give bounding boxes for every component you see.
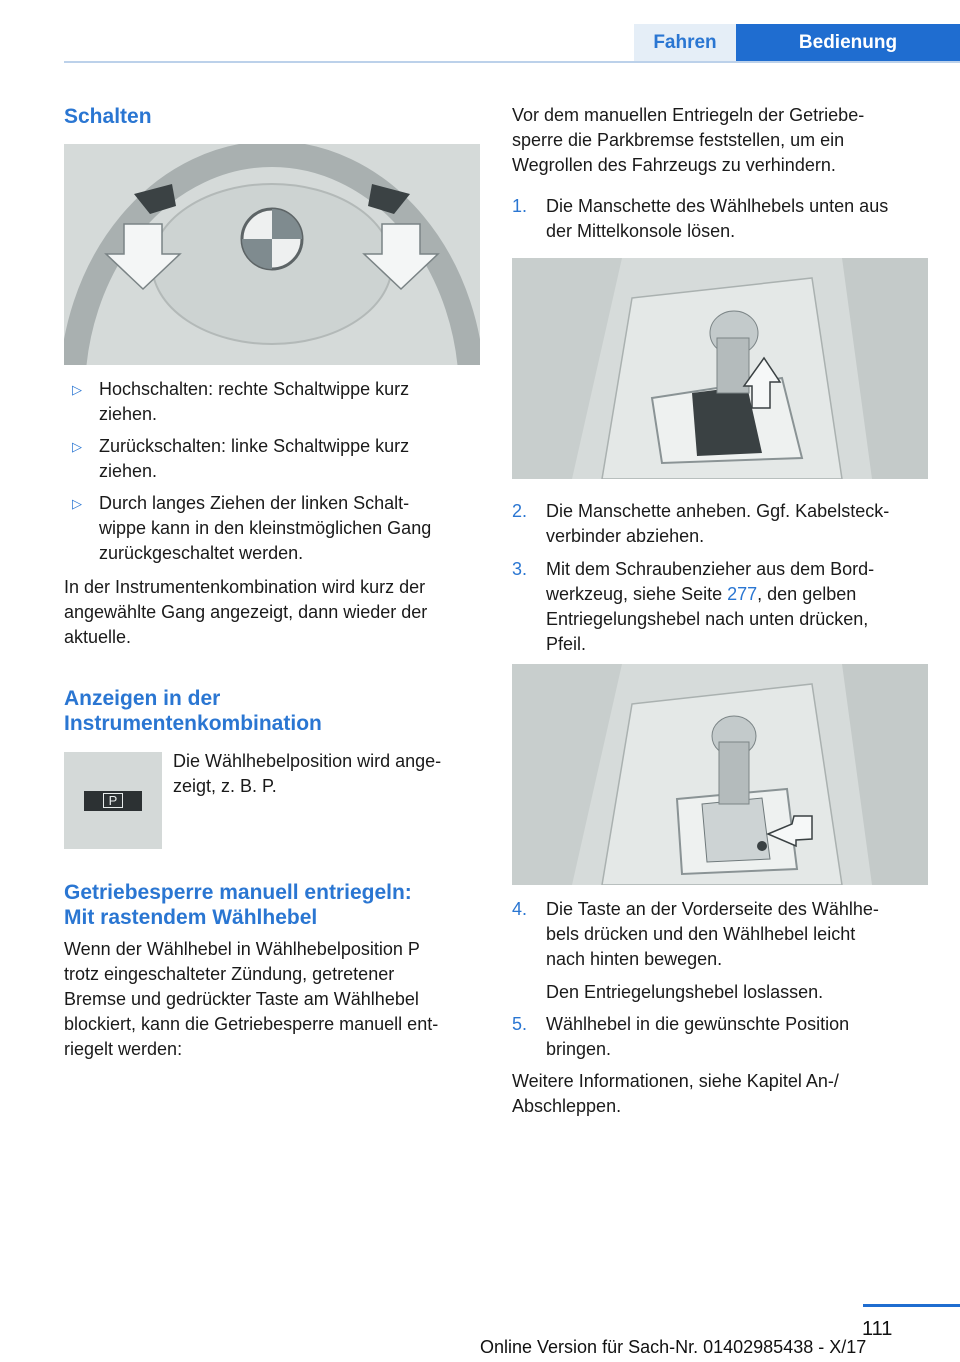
outro-line: Abschleppen.: [512, 1096, 622, 1116]
intro-line: Wegrollen des Fahrzeugs zu verhindern.: [512, 155, 836, 175]
display-text-line-1: Die Wählhebelposition wird ange‐: [173, 751, 442, 771]
bullet-1-line-1: Hochschalten: rechte Schaltwippe kurz: [99, 379, 410, 399]
footer-rule: [863, 1304, 960, 1307]
step-number: 1.: [512, 196, 528, 216]
page-number: 111: [862, 1318, 893, 1340]
paragraph-line: angewählte Gang angezeigt, dann wieder der: [64, 602, 428, 622]
page-link-277[interactable]: 277: [727, 584, 758, 604]
step-number: 4.: [512, 899, 528, 919]
step-2-line-2: verbinder abziehen.: [546, 526, 705, 546]
bullet-3-line-3: zurückgeschaltet werden.: [99, 543, 304, 563]
paragraph-line: aktuelle.: [64, 627, 132, 647]
outro-line: Weitere Informationen, siehe Kapitel An-/: [512, 1071, 839, 1091]
step-1-line-1: Die Manschette des Wählhebels unten aus: [546, 196, 889, 216]
step-number: 5.: [512, 1014, 528, 1034]
step-3-line-2: [546, 582, 856, 607]
paragraph-line: trotz eingeschalteter Zündung, getretener: [64, 964, 395, 984]
step-4-extra: Den Entriegelungshebel loslassen.: [546, 982, 824, 1002]
step-2-line-1: Die Manschette anheben. Ggf. Kabelsteck‐: [546, 501, 890, 521]
step-1-line-2: der Mittelkonsole lösen.: [546, 221, 736, 241]
bullet-1-line-2: ziehen.: [99, 404, 158, 424]
gear-lever-release-illustration: [512, 664, 928, 885]
step-4-line-1: Die Taste an der Vorderseite des Wählhe‐: [546, 899, 879, 919]
step-5-line-1: Wählhebel in die gewünschte Position: [546, 1014, 850, 1034]
paragraph-line: In der Instrumentenkombination wird kurz der: [64, 577, 426, 597]
display-text-line-2: zeigt, z. B. P.: [173, 776, 277, 796]
gear-lever-boot-illustration: [512, 258, 928, 479]
step-3-line-1: Mit dem Schraubenzieher aus dem Bord‐: [546, 559, 875, 579]
step-3-line-4: Pfeil.: [546, 634, 587, 654]
subheading-anzeigen-line-1: Anzeigen in der: [64, 687, 221, 710]
subheading-anzeigen-line-2: Instrumentenkombination: [64, 712, 322, 735]
tab-fahren[interactable]: Fahren: [634, 24, 736, 62]
header-tabs: [634, 24, 960, 62]
step-number: 2.: [512, 501, 528, 521]
bullet-triangle-icon: ▷: [72, 439, 82, 454]
step-3-text: werkzeug, siehe Seite: [546, 584, 728, 604]
subheading-getriebesperre-line-2: Mit rastendem Wählhebel: [64, 906, 318, 929]
step-3-line-3: Entriegelungshebel nach unten drücken,: [546, 609, 869, 629]
step-number: 3.: [512, 559, 528, 579]
intro-line: sperre die Parkbremse feststellen, um ein: [512, 130, 845, 150]
paragraph-line: Wenn der Wählhebel in Wählhebelposition P: [64, 939, 420, 959]
bullet-3-line-1: Durch langes Ziehen der linken Schalt‐: [99, 493, 410, 513]
gear-display-icon: [64, 752, 162, 849]
paragraph-line: Bremse und gedrückter Taste am Wählhebel: [64, 989, 419, 1009]
intro-line: Vor dem manuellen Entriegeln der Getriebe‐: [512, 105, 865, 125]
step-4-line-2: bels drücken und den Wählhebel leicht: [546, 924, 856, 944]
paragraph-line: blockiert, kann die Getriebesperre manuell ent‐: [64, 1014, 439, 1034]
header-divider: [64, 61, 960, 63]
tab-bedienung[interactable]: Bedienung: [736, 24, 960, 62]
gear-display-symbol: P: [103, 793, 124, 808]
bullet-triangle-icon: ▷: [72, 382, 82, 397]
bullet-triangle-icon: ▷: [72, 496, 82, 511]
bullet-3-line-2: wippe kann in den kleinstmöglichen Gang: [99, 518, 432, 538]
step-5-line-2: bringen.: [546, 1039, 612, 1059]
footer-online-version: Online Version für Sach-Nr. 01402985438 - X/17: [480, 1337, 867, 1357]
paragraph-line: riegelt werden:: [64, 1039, 183, 1059]
section-title-schalten: Schalten: [64, 105, 152, 128]
steering-wheel-paddles-illustration: [64, 144, 480, 365]
bullet-2-line-2: ziehen.: [99, 461, 158, 481]
step-3-text: , den gelben: [757, 584, 857, 604]
step-4-line-3: nach hinten bewegen.: [546, 949, 723, 969]
subheading-getriebesperre-line-1: Getriebesperre manuell entriegeln:: [64, 881, 412, 904]
bullet-2-line-1: Zurückschalten: linke Schaltwippe kurz: [99, 436, 410, 456]
